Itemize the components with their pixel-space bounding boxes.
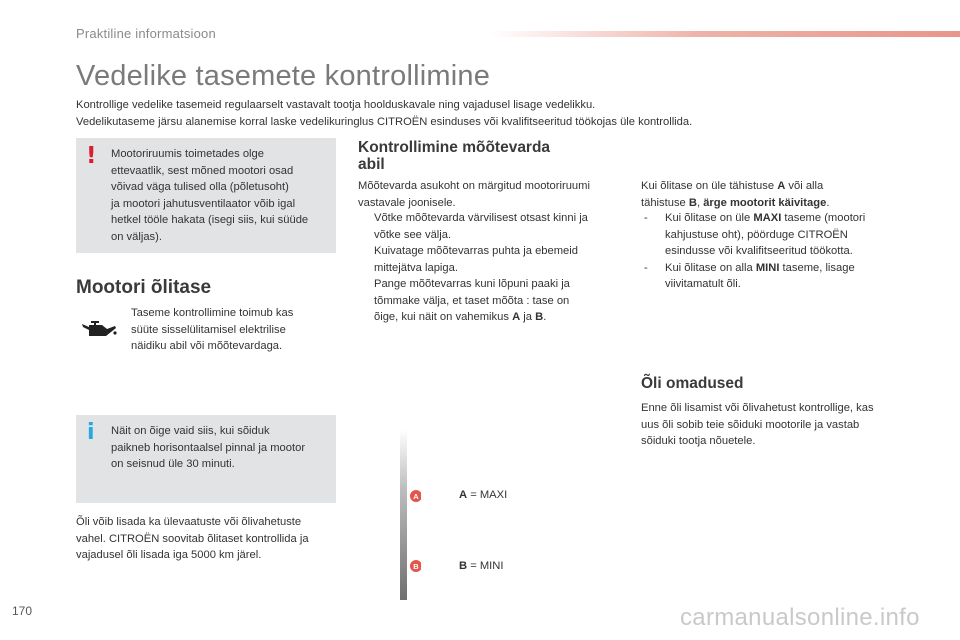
text-line: esindusse või kvalifitseeritud töökotta. [665,245,853,257]
watermark: carmanualsonline.info [680,604,920,631]
text-line: mittejätva lapiga. [374,261,458,274]
text-line: viivitamatult õli. [665,278,741,290]
text-line: Mootoriruumis toimetades olge [111,148,264,160]
header-accent-bar [490,31,960,37]
text-line: Pange mõõtevarras kuni lõpuni paaki ja [374,278,570,290]
text-line: vastavale joonisele. [358,196,456,209]
label-mini: B = MINI [459,560,504,572]
list-item [358,210,623,243]
info-icon: i [87,420,95,445]
engine-oil-heading: Mootori õlitase [76,277,212,298]
text-line: võivad väga tulised olla (põletusoht) [111,181,289,193]
dash-marker: - [644,212,648,224]
text-line: Kui õlitase on alla MINI taseme, lisage [665,261,855,274]
page-number: 170 [12,604,33,618]
text-line: Võtke mõõtevarda värvilisest otsast kinni ja [374,212,588,224]
dipstick-heading [358,139,588,173]
list-item [358,243,623,276]
page-title: Vedelike tasemete kontrollimine [76,60,491,92]
text-line: Taseme kontrollimine toimub kas [131,307,294,319]
text-line: võtke see välja. [374,228,452,241]
text-line: Näit on õige vaid siis, kui sõiduk [111,425,270,437]
warning-icon: ! [86,143,97,169]
text-line: Kuivatage mõõtevarras puhta ja ebemeid [374,245,578,257]
intro-text [76,97,896,131]
text-line: on väljas). [111,230,162,243]
text-line: õige, kui näit on vahemikus A ja B. [374,311,547,323]
text-line: Enne õli lisamist või õlivahetust kontrollige, kas [641,402,874,414]
text-line: paikneb horisontaalsel pinnal ja mootor [111,441,306,454]
heading-line: Kontrollimine mõõtevarda [358,139,551,156]
dipstick-intro [358,178,623,211]
oil-properties-heading: Õli omadused [641,375,744,392]
text-line: sõiduki tootja nõuetele. [641,435,756,447]
oil-properties-text [641,400,909,450]
info-text [111,423,331,473]
dipstick-illustration [395,430,421,600]
intro-line: Vedelikutaseme järsu alanemise korral laske vedelikuringlus CITROËN esinduses või kvalifitseeritud töökojas üle kontrollida. [76,116,693,128]
list-item [358,276,623,326]
list-item [641,260,906,293]
marker-b: B [413,562,419,571]
text-line: kahjustuse oht), pöörduge CITROËN [665,228,848,241]
warning-text [111,146,331,245]
text-line: Õli võib lisada ka ülevaatuste või õlivahetuste [76,516,302,528]
text-line: Mõõtevarda asukoht on märgitud mootoriruumi [358,180,590,192]
text-line: uus õli sobib teie sõiduki mootorile ja vastab [641,418,860,431]
engine-oil-text [131,305,331,355]
text-line: Kui õlitase on üle tähistuse A või alla [641,180,824,192]
dipstick-steps [358,210,623,326]
list-item [641,210,906,260]
level-actions-list [641,210,906,293]
oil-topup-text [76,514,341,564]
text-line: on seisnud üle 30 minuti. [111,458,235,470]
text-line: vajadusel õli lisada iga 5000 km järel. [76,549,262,561]
label-maxi: A = MAXI [459,489,508,501]
text-line: ja mootori jahutusventilaator võib igal [111,197,296,210]
text-line: tõmmake välja, et taset mõõta : tase on [374,294,570,307]
text-line: Kui õlitase on üle MAXI taseme (mootori [665,212,866,224]
section-header: Praktiline informatsioon [76,26,216,41]
dash-marker: - [644,261,648,274]
text-line: ettevaatlik, sest mõned mootori osad [111,164,294,177]
marker-a: A [413,492,419,501]
level-warning-text [641,178,906,211]
text-line: süüte sisselülitamisel elektrilise [131,323,286,336]
heading-line: abil [358,156,385,173]
text-line: tähistuse B, ärge mootorit käivitage. [641,196,830,209]
intro-line: Kontrollige vedelike tasemeid regulaarselt vastavalt tootja hoolduskavale ning vajadusel lisage vedelikku. [76,99,596,111]
text-line: näidiku abil või mõõtevardaga. [131,340,283,352]
text-line: hetkel tööle hakata (isegi siis, kui süüde [111,214,309,226]
text-line: vahel. CITROËN soovitab õlitaset kontrollida ja [76,532,309,545]
oil-can-icon [80,318,118,342]
